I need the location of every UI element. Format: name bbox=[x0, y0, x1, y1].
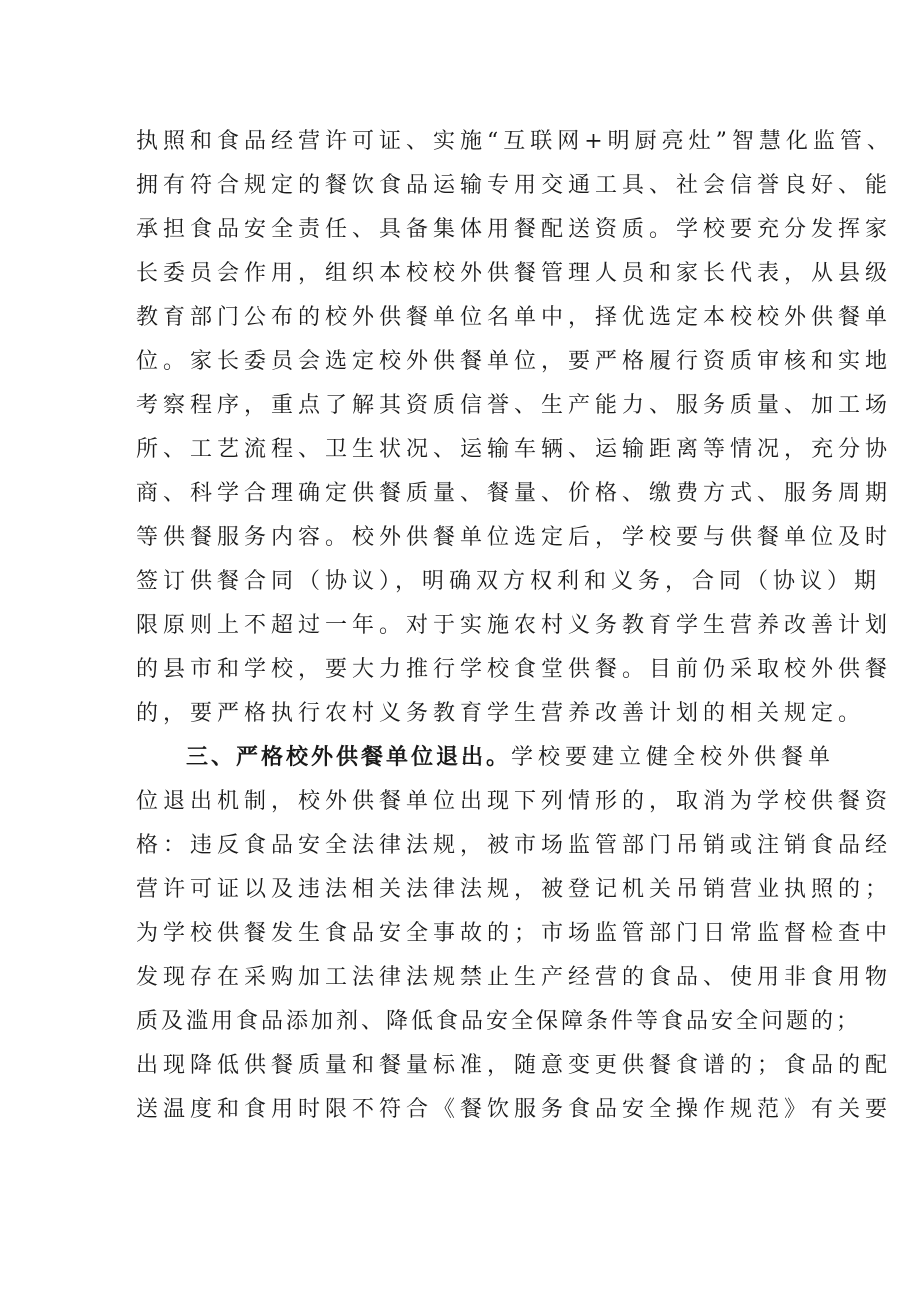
document-body bbox=[136, 120, 894, 1132]
text-line: 发现存在采购加工法律法规禁止生产经营的食品、使用非食用物 bbox=[136, 965, 893, 990]
section-3-heading: 三、严格校外供餐单位退出。 bbox=[186, 745, 512, 770]
text-line: 质及滥用食品添加剂、降低食品安全保障条件等食品安全问题的； bbox=[136, 1009, 862, 1034]
text-line: 考察程序，重点了解其资质信誉、生产能力、服务质量、加工场 bbox=[136, 393, 893, 418]
text-line: 位。家长委员会选定校外供餐单位，要严格履行资质审核和实地 bbox=[136, 349, 893, 374]
text-line: 送温度和食用时限不符合《餐饮服务食品安全操作规范》有关要 bbox=[136, 1097, 893, 1122]
section-3-text: 学校要建立健全校外供餐单 bbox=[511, 745, 836, 770]
text-line: 教育部门公布的校外供餐单位名单中，择优选定本校校外供餐单 bbox=[136, 305, 893, 330]
text-line: 的县市和学校，要大力推行学校食堂供餐。目前仍采取校外供餐 bbox=[136, 657, 893, 682]
text-line: 等供餐服务内容。校外供餐单位选定后，学校要与供餐单位及时 bbox=[136, 525, 893, 550]
text-line: 拥有符合规定的餐饮食品运输专用交通工具、社会信誉良好、能 bbox=[136, 173, 893, 198]
text-line: 签订供餐合同（协议），明确双方权利和义务，合同（协议）期 bbox=[136, 569, 882, 594]
section-3-first-line bbox=[136, 736, 836, 780]
text-line: 限原则上不超过一年。对于实施农村义务教育学生营养改善计划 bbox=[136, 613, 893, 638]
text-line: 执照和食品经营许可证、实施“互联网+明厨亮灶”智慧化监管、 bbox=[136, 129, 894, 154]
text-line: 格：违反食品安全法律法规，被市场监管部门吊销或注销食品经 bbox=[136, 833, 893, 858]
text-line: 所、工艺流程、卫生状况、运输车辆、运输距离等情况，充分协 bbox=[136, 437, 893, 462]
text-line: 营许可证以及违法相关法律法规，被登记机关吊销营业执照的； bbox=[136, 877, 893, 902]
text-line: 为学校供餐发生食品安全事故的；市场监管部门日常监督检查中 bbox=[136, 921, 893, 946]
text-line: 长委员会作用，组织本校校外供餐管理人员和家长代表，从县级 bbox=[136, 261, 893, 286]
text-line: 商、科学合理确定供餐质量、餐量、价格、缴费方式、服务周期 bbox=[136, 481, 893, 506]
text-line: 位退出机制，校外供餐单位出现下列情形的，取消为学校供餐资 bbox=[136, 789, 893, 814]
text-line: 的，要严格执行农村义务教育学生营养改善计划的相关规定。 bbox=[136, 701, 866, 726]
text-line: 承担食品安全责任、具备集体用餐配送资质。学校要充分发挥家 bbox=[136, 217, 893, 242]
text-line: 出现降低供餐质量和餐量标准，随意变更供餐食谱的；食品的配 bbox=[136, 1053, 893, 1078]
